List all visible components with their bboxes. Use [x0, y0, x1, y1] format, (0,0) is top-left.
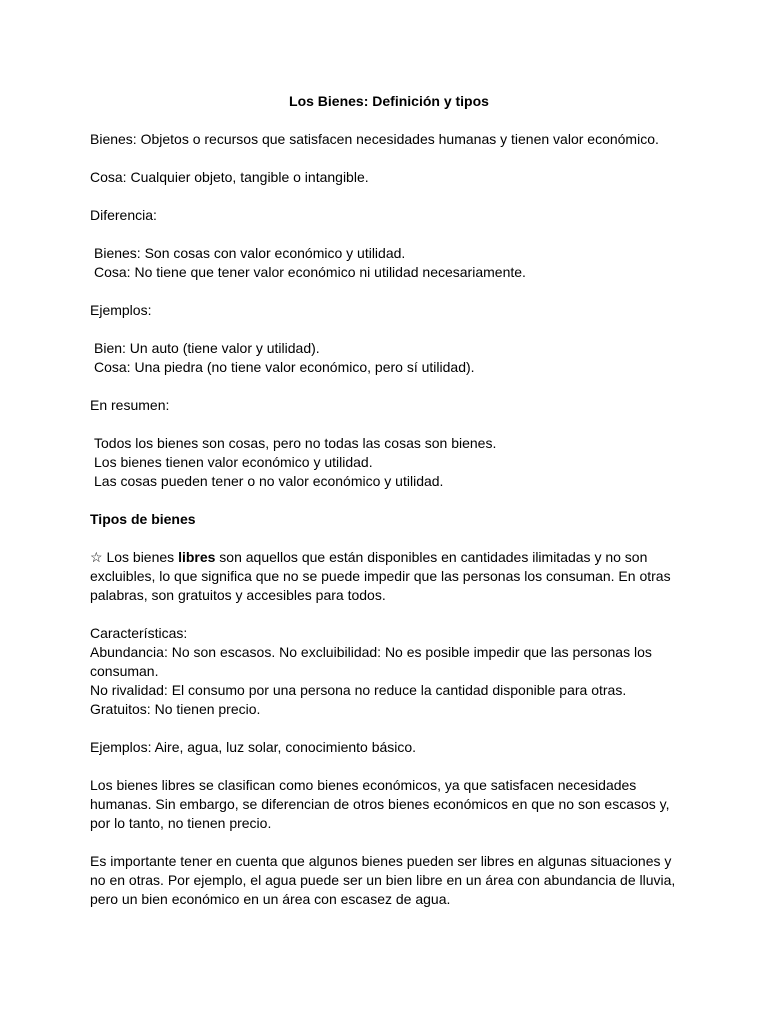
- diferencia-heading: Diferencia:: [90, 207, 157, 223]
- importante-paragraph: Es importante tener en cuenta que algunos bienes pueden ser libres en algunas situaciones y no en otras. Por ejemplo, el agua puede ser un bien libre en un área con abundancia de lluvia, pero un bien económico en un área con escasez de agua.: [90, 853, 676, 907]
- libres-text-bold: libres: [178, 549, 216, 565]
- ejemplo-item: Bien: Un auto (tiene valor y utilidad).: [94, 340, 320, 356]
- libres-text-post: son aquellos que están disponibles en cantidades ilimitadas y no son excluibles, lo que significa que no se puede impedir que las personas los consuman. En otras palabras, son gratuitos y accesibles para todos.: [90, 549, 671, 603]
- diferencia-list: [90, 244, 680, 282]
- caracteristica-item: Gratuitos: No tienen precio.: [90, 701, 261, 717]
- caracteristicas-heading: Características:: [90, 625, 188, 641]
- bienes-definition: Bienes: Objetos o recursos que satisfacen necesidades humanas y tienen valor económico.: [90, 131, 659, 147]
- star-icon: ☆: [90, 549, 103, 565]
- clasificacion-paragraph: Los bienes libres se clasifican como bienes económicos, ya que satisfacen necesidades humanas. Sin embargo, se diferencian de otros bienes económicos en que no son escasos y, por lo tanto, no tienen precio.: [90, 777, 670, 831]
- diferencia-item: Cosa: No tiene que tener valor económico ni utilidad necesariamente.: [94, 264, 526, 280]
- tipos-heading: Tipos de bienes: [90, 511, 196, 527]
- resumen-item: Los bienes tienen valor económico y utilidad.: [94, 454, 373, 470]
- document-title: Los Bienes: Definición y tipos: [289, 93, 489, 109]
- caracteristicas-block: [90, 624, 680, 719]
- document-body: [90, 92, 680, 928]
- ejemplos-heading: Ejemplos:: [90, 302, 152, 318]
- resumen-item: Las cosas pueden tener o no valor económico y utilidad.: [94, 473, 444, 489]
- diferencia-item: Bienes: Son cosas con valor económico y utilidad.: [94, 245, 406, 261]
- caracteristica-item: Abundancia: No son escasos. No excluibilidad: No es posible impedir que las personas los consuman.: [90, 644, 652, 679]
- ejemplo-item: Cosa: Una piedra (no tiene valor económico, pero sí utilidad).: [94, 359, 475, 375]
- resumen-list: [90, 434, 680, 491]
- libres-text-pre: Los bienes: [102, 549, 179, 565]
- resumen-item: Todos los bienes son cosas, pero no todas las cosas son bienes.: [94, 435, 497, 451]
- ejemplos-list: [90, 339, 680, 377]
- ejemplos-libres: Ejemplos: Aire, agua, luz solar, conocimiento básico.: [90, 739, 417, 755]
- resumen-heading: En resumen:: [90, 397, 170, 413]
- caracteristica-item: No rivalidad: El consumo por una persona no reduce la cantidad disponible para otras.: [90, 682, 627, 698]
- cosa-definition: Cosa: Cualquier objeto, tangible o intangible.: [90, 169, 369, 185]
- bienes-libres-paragraph: [90, 548, 680, 605]
